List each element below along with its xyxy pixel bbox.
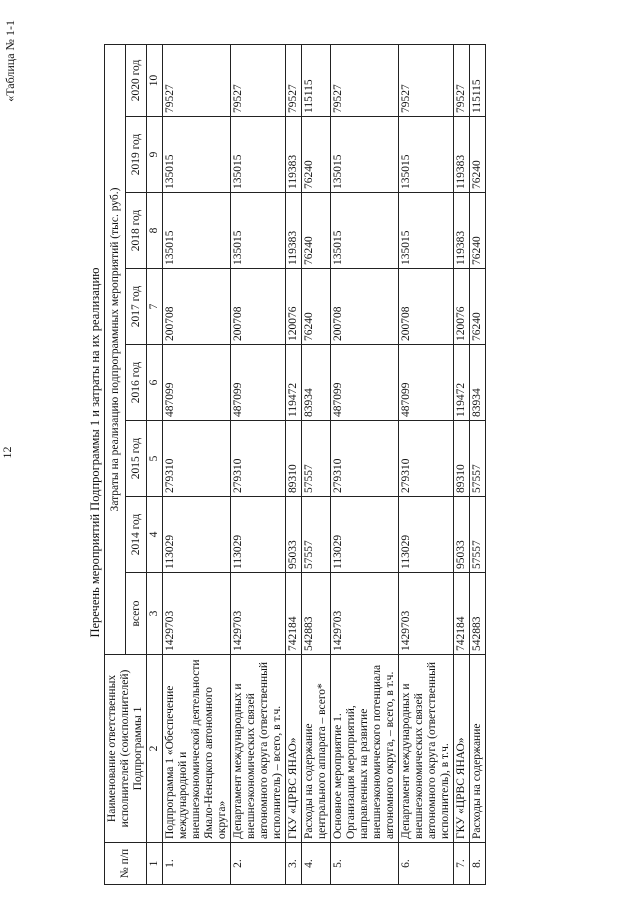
row-name: Расходы на содержание центрального аппарата – всего* xyxy=(302,655,331,843)
column-index: 3 xyxy=(147,573,163,655)
year-value-cell: 113029 xyxy=(163,497,231,573)
row-name: ГКУ «ЦРВС ЯНАО» xyxy=(454,655,470,843)
table-row xyxy=(470,44,486,884)
year-value-cell: 115115 xyxy=(470,44,486,116)
col-header-year: 2014 год xyxy=(126,497,147,573)
year-value-cell: 135015 xyxy=(331,193,399,269)
row-number: 7. xyxy=(454,843,470,885)
total-value-cell: 542883 xyxy=(470,573,486,655)
year-value-cell: 79527 xyxy=(454,44,470,116)
row-name: Подпрограмма 1 «Обеспечение международной и внешнеэкономической деятельности Ямало-Ненецкого автономного округа» xyxy=(163,655,231,843)
year-value-cell: 135015 xyxy=(231,117,286,193)
year-value-cell: 200708 xyxy=(163,269,231,345)
year-value-cell: 79527 xyxy=(286,44,302,116)
year-value-cell: 79527 xyxy=(163,44,231,116)
year-value-cell: 113029 xyxy=(231,497,286,573)
year-value-cell: 83934 xyxy=(470,345,486,421)
year-value-cell: 57557 xyxy=(302,421,331,497)
year-value-cell: 76240 xyxy=(302,193,331,269)
column-index: 1 xyxy=(147,843,163,885)
year-value-cell: 57557 xyxy=(470,421,486,497)
col-header-year: 2020 год xyxy=(126,44,147,116)
year-value-cell: 487099 xyxy=(331,345,399,421)
year-value-cell: 119383 xyxy=(454,193,470,269)
year-value-cell: 279310 xyxy=(231,421,286,497)
col-header-year: 2017 год xyxy=(126,269,147,345)
year-value-cell: 119383 xyxy=(286,193,302,269)
table-row xyxy=(331,44,399,884)
column-index: 6 xyxy=(147,345,163,421)
year-value-cell: 76240 xyxy=(302,269,331,345)
year-value-cell: 76240 xyxy=(470,269,486,345)
year-value-cell: 135015 xyxy=(231,193,286,269)
total-value-cell: 1429703 xyxy=(163,573,231,655)
year-value-cell: 79527 xyxy=(331,44,399,116)
year-value-cell: 119383 xyxy=(286,117,302,193)
year-value-cell: 79527 xyxy=(231,44,286,116)
col-header-year: 2015 год xyxy=(126,421,147,497)
year-value-cell: 279310 xyxy=(399,421,454,497)
row-name: Расходы на содержание xyxy=(470,655,486,843)
total-value-cell: 1429703 xyxy=(231,573,286,655)
row-number: 3. xyxy=(286,843,302,885)
col-header-costs-group: Затраты на реализацию подпрограммных мероприятий (тыс. руб.) xyxy=(105,44,126,654)
row-name: Департамент международных и внешнеэкономических связей автономного округа (ответственный исполнитель) – всего, в т.ч. xyxy=(231,655,286,843)
year-value-cell: 76240 xyxy=(302,117,331,193)
column-index: 8 xyxy=(147,193,163,269)
table-row xyxy=(231,44,286,884)
year-value-cell: 135015 xyxy=(399,193,454,269)
table-row xyxy=(286,44,302,884)
year-value-cell: 89310 xyxy=(286,421,302,497)
year-value-cell: 115115 xyxy=(302,44,331,116)
row-number: 6. xyxy=(399,843,454,885)
year-value-cell: 279310 xyxy=(331,421,399,497)
year-value-cell: 135015 xyxy=(331,117,399,193)
table-number: «Таблица № 1-1 xyxy=(3,20,17,102)
year-value-cell: 95033 xyxy=(286,497,302,573)
year-value-cell: 120076 xyxy=(454,269,470,345)
column-index: 5 xyxy=(147,421,163,497)
row-name: ГКУ «ЦРВС ЯНАО» xyxy=(286,655,302,843)
total-value-cell: 742184 xyxy=(454,573,470,655)
year-value-cell: 76240 xyxy=(470,193,486,269)
header-row-1 xyxy=(105,44,126,884)
year-value-cell: 119383 xyxy=(454,117,470,193)
year-value-cell: 200708 xyxy=(231,269,286,345)
col-header-total: всего xyxy=(126,573,147,655)
total-value-cell: 1429703 xyxy=(399,573,454,655)
total-value-cell: 1429703 xyxy=(331,573,399,655)
year-value-cell: 487099 xyxy=(163,345,231,421)
col-header-year: 2016 год xyxy=(126,345,147,421)
year-value-cell: 57557 xyxy=(470,497,486,573)
year-value-cell: 120076 xyxy=(286,269,302,345)
column-index: 4 xyxy=(147,497,163,573)
table-row xyxy=(302,44,331,884)
row-number: 2. xyxy=(231,843,286,885)
row-name: Департамент международных и внешнеэкономических связей автономного округа (ответственный исполнитель), в т.ч. xyxy=(399,655,454,843)
row-number: 1. xyxy=(163,843,231,885)
year-value-cell: 135015 xyxy=(163,117,231,193)
year-value-cell: 279310 xyxy=(163,421,231,497)
year-value-cell: 119472 xyxy=(286,345,302,421)
row-number: 8. xyxy=(470,843,486,885)
col-header-year: 2019 год xyxy=(126,117,147,193)
total-value-cell: 542883 xyxy=(302,573,331,655)
page-number: 12 xyxy=(0,446,14,459)
table-title: Перечень мероприятий Подпрограммы 1 и затраты на их реализацию xyxy=(88,267,102,638)
year-value-cell: 135015 xyxy=(163,193,231,269)
year-value-cell: 57557 xyxy=(302,497,331,573)
column-index: 2 xyxy=(147,655,163,843)
year-value-cell: 89310 xyxy=(454,421,470,497)
row-number: 4. xyxy=(302,843,331,885)
year-value-cell: 95033 xyxy=(454,497,470,573)
column-index: 7 xyxy=(147,269,163,345)
year-value-cell: 119472 xyxy=(454,345,470,421)
col-header-name: Наименование ответственных исполнителей (соисполнителей) Подпрограммы 1 xyxy=(105,655,147,843)
costs-table xyxy=(104,44,486,885)
table-row xyxy=(163,44,231,884)
year-value-cell: 76240 xyxy=(470,117,486,193)
year-value-cell: 200708 xyxy=(331,269,399,345)
year-value-cell: 487099 xyxy=(231,345,286,421)
year-value-cell: 79527 xyxy=(399,44,454,116)
year-value-cell: 113029 xyxy=(399,497,454,573)
year-value-cell: 135015 xyxy=(399,117,454,193)
column-index-row xyxy=(147,44,163,884)
row-number: 5. xyxy=(331,843,399,885)
year-value-cell: 83934 xyxy=(302,345,331,421)
table-row xyxy=(399,44,454,884)
col-header-num: № п/п xyxy=(105,843,147,885)
row-name: Основное мероприятие 1. Организация мероприятий, направленных на развитие внешнеэкономического потенциала автономного округа, – всего, в т.ч. xyxy=(331,655,399,843)
col-header-year: 2018 год xyxy=(126,193,147,269)
year-value-cell: 200708 xyxy=(399,269,454,345)
table-row xyxy=(454,44,470,884)
total-value-cell: 742184 xyxy=(286,573,302,655)
year-value-cell: 113029 xyxy=(331,497,399,573)
column-index: 10 xyxy=(147,44,163,116)
column-index: 9 xyxy=(147,117,163,193)
table-body xyxy=(147,44,486,884)
year-value-cell: 487099 xyxy=(399,345,454,421)
